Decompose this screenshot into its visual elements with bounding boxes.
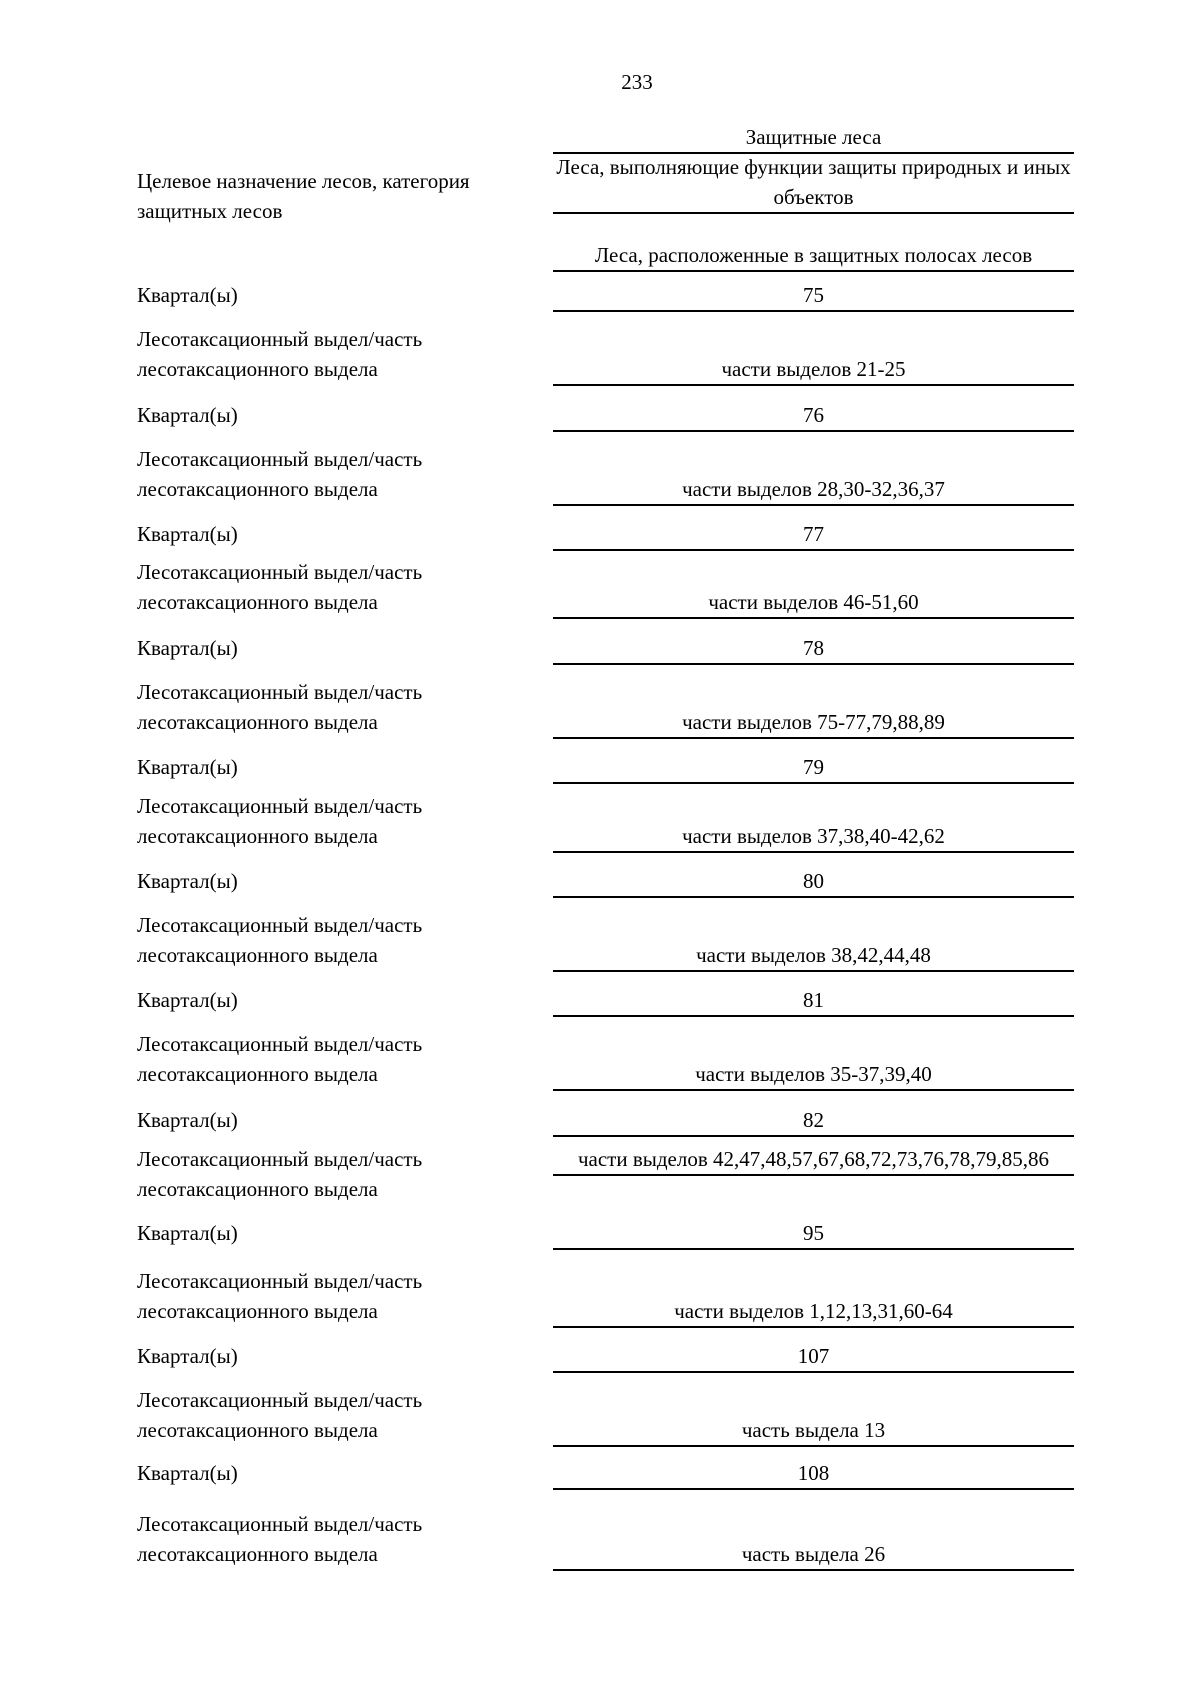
row-label-vydel: Лесотаксационный выдел/часть лесотаксационного выдела	[137, 327, 423, 381]
row-value-vydel: части выделов 37,38,40-42,62	[553, 821, 1074, 853]
row-value-kvartal: 79	[553, 752, 1074, 784]
row-label-vydel: Лесотаксационный выдел/часть лесотаксационного выдела	[137, 447, 423, 501]
row-value-vydel: части выделов 46-51,60	[553, 587, 1074, 619]
row-label-kvartal: Квартал(ы)	[137, 1461, 238, 1485]
row-label-kvartal: Квартал(ы)	[137, 1221, 238, 1245]
row-value-vydel: часть выдела 26	[553, 1539, 1074, 1571]
row-label-kvartal: Квартал(ы)	[137, 755, 238, 779]
row-label-vydel: Лесотаксационный выдел/часть лесотаксационного выдела	[137, 560, 423, 614]
row-label-vydel: Лесотаксационный выдел/часть лесотаксационного выдела	[137, 913, 423, 967]
header-level1: Защитные леса	[553, 122, 1074, 154]
header-level2: Леса, выполняющие функции защиты природных и иных объектов	[553, 152, 1074, 214]
header-left-label: Целевое назначение лесов, категория защитных лесов	[137, 169, 470, 223]
header-level3: Леса, расположенные в защитных полосах лесов	[553, 240, 1074, 272]
row-label-vydel: Лесотаксационный выдел/часть лесотаксационного выдела	[137, 1147, 423, 1201]
row-value-kvartal: 82	[553, 1105, 1074, 1137]
row-value-kvartal: 76	[553, 400, 1074, 432]
row-label-kvartal: Квартал(ы)	[137, 1108, 238, 1132]
row-label-kvartal: Квартал(ы)	[137, 1344, 238, 1368]
row-label-vydel: Лесотаксационный выдел/часть лесотаксационного выдела	[137, 1269, 423, 1323]
row-value-kvartal: 107	[553, 1341, 1074, 1373]
row-value-kvartal: 80	[553, 866, 1074, 898]
row-value-kvartal: 77	[553, 519, 1074, 551]
row-value-kvartal: 78	[553, 633, 1074, 665]
row-label-kvartal: Квартал(ы)	[137, 988, 238, 1012]
row-label-kvartal: Квартал(ы)	[137, 636, 238, 660]
row-value-kvartal: 108	[553, 1458, 1074, 1490]
row-value-vydel: части выделов 38,42,44,48	[553, 940, 1074, 972]
row-label-vydel: Лесотаксационный выдел/часть лесотаксационного выдела	[137, 680, 423, 734]
row-value-kvartal: 95	[553, 1218, 1074, 1250]
row-label-vydel: Лесотаксационный выдел/часть лесотаксационного выдела	[137, 1032, 423, 1086]
row-label-vydel: Лесотаксационный выдел/часть лесотаксационного выдела	[137, 794, 423, 848]
row-value-vydel: части выделов 21-25	[553, 354, 1074, 386]
row-label-kvartal: Квартал(ы)	[137, 869, 238, 893]
row-label-kvartal: Квартал(ы)	[137, 283, 238, 307]
row-value-kvartal: 81	[553, 985, 1074, 1017]
row-value-vydel: части выделов 1,12,13,31,60-64	[553, 1296, 1074, 1328]
row-value-vydel: части выделов 35-37,39,40	[553, 1059, 1074, 1091]
row-label-vydel: Лесотаксационный выдел/часть лесотаксационного выдела	[137, 1388, 423, 1442]
row-value-vydel: части выделов 75-77,79,88,89	[553, 707, 1074, 739]
row-label-vydel: Лесотаксационный выдел/часть лесотаксационного выдела	[137, 1512, 423, 1566]
row-value-vydel: часть выдела 13	[553, 1415, 1074, 1447]
row-label-kvartal: Квартал(ы)	[137, 403, 238, 427]
page-number: 233	[621, 70, 653, 94]
row-value-kvartal: 75	[553, 280, 1074, 312]
row-label-kvartal: Квартал(ы)	[137, 522, 238, 546]
row-value-vydel: части выделов 28,30-32,36,37	[553, 474, 1074, 506]
row-value-vydel: части выделов 42,47,48,57,67,68,72,73,76,78,79,85,86	[553, 1144, 1074, 1176]
